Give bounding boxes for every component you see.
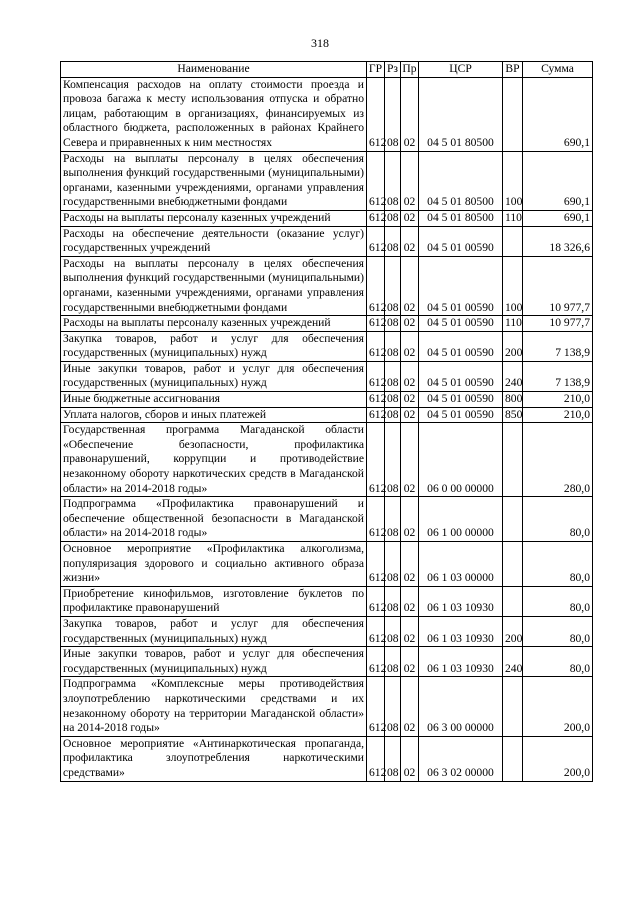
cell-rz: 08 <box>385 77 401 151</box>
cell-csr: 04 5 01 00590 <box>419 392 503 408</box>
cell-rz: 08 <box>385 210 401 226</box>
table-row <box>61 316 593 332</box>
cell-pr: 02 <box>401 392 419 408</box>
cell-pr: 02 <box>401 256 419 315</box>
table-body <box>61 77 593 781</box>
table-row <box>61 542 593 587</box>
cell-pr: 02 <box>401 647 419 677</box>
cell-rz: 08 <box>385 736 401 781</box>
cell-csr: 06 1 03 10930 <box>419 586 503 616</box>
cell-csr: 04 5 01 80500 <box>419 210 503 226</box>
cell-pr: 02 <box>401 407 419 423</box>
cell-csr: 04 5 01 00590 <box>419 407 503 423</box>
cell-rz: 08 <box>385 677 401 736</box>
cell-vr <box>503 226 523 256</box>
cell-pr: 02 <box>401 226 419 256</box>
cell-rz: 08 <box>385 361 401 391</box>
column-header-csr: ЦСР <box>419 62 503 78</box>
cell-vr: 800 <box>503 392 523 408</box>
cell-name: Закупка товаров, работ и услуг для обеспечения государственных (муниципальных) нужд <box>61 616 367 646</box>
table-row <box>61 586 593 616</box>
cell-vr: 200 <box>503 331 523 361</box>
cell-sum: 80,0 <box>523 647 593 677</box>
cell-sum: 80,0 <box>523 586 593 616</box>
cell-vr: 200 <box>503 616 523 646</box>
cell-sum: 80,0 <box>523 497 593 542</box>
cell-rz: 08 <box>385 647 401 677</box>
cell-gr: 612 <box>367 647 385 677</box>
cell-pr: 02 <box>401 361 419 391</box>
cell-sum: 80,0 <box>523 542 593 587</box>
table-row <box>61 677 593 736</box>
cell-pr: 02 <box>401 586 419 616</box>
cell-vr <box>503 677 523 736</box>
table-row <box>61 77 593 151</box>
cell-pr: 02 <box>401 542 419 587</box>
table-row <box>61 151 593 210</box>
cell-gr: 612 <box>367 407 385 423</box>
cell-vr: 110 <box>503 316 523 332</box>
column-header-pr: Пр <box>401 62 419 78</box>
cell-rz: 08 <box>385 151 401 210</box>
cell-vr <box>503 586 523 616</box>
cell-pr: 02 <box>401 677 419 736</box>
cell-csr: 06 1 03 10930 <box>419 616 503 646</box>
cell-pr: 02 <box>401 77 419 151</box>
cell-name: Иные бюджетные ассигнования <box>61 392 367 408</box>
cell-csr: 06 1 00 00000 <box>419 497 503 542</box>
cell-csr: 04 5 01 00590 <box>419 316 503 332</box>
table-row <box>61 210 593 226</box>
table-row <box>61 226 593 256</box>
cell-vr: 110 <box>503 210 523 226</box>
cell-rz: 08 <box>385 407 401 423</box>
table-row <box>61 392 593 408</box>
cell-name: Подпрограмма «Комплексные меры противодействия злоупотреблению наркотическими средствами и их незаконному обороту на территории Магаданской области» на 2014-2018 годы» <box>61 677 367 736</box>
cell-csr: 06 1 03 00000 <box>419 542 503 587</box>
cell-name: Основное мероприятие «Профилактика алкоголизма, популяризация здорового и социально активного образа жизни» <box>61 542 367 587</box>
cell-sum: 200,0 <box>523 677 593 736</box>
table-row <box>61 361 593 391</box>
cell-vr: 240 <box>503 647 523 677</box>
cell-pr: 02 <box>401 331 419 361</box>
cell-vr <box>503 423 523 497</box>
cell-name: Расходы на выплаты персоналу казенных учреждений <box>61 316 367 332</box>
cell-gr: 612 <box>367 316 385 332</box>
cell-sum: 7 138,9 <box>523 361 593 391</box>
budget-table <box>60 61 593 782</box>
cell-gr: 612 <box>367 586 385 616</box>
table-row <box>61 736 593 781</box>
cell-pr: 02 <box>401 423 419 497</box>
table-row <box>61 423 593 497</box>
cell-pr: 02 <box>401 151 419 210</box>
cell-pr: 02 <box>401 210 419 226</box>
column-header-name: Наименование <box>61 62 367 78</box>
cell-gr: 612 <box>367 423 385 497</box>
cell-rz: 08 <box>385 392 401 408</box>
cell-rz: 08 <box>385 331 401 361</box>
cell-name: Государственная программа Магаданской области «Обеспечение безопасности, профилактика правонарушений, коррупции и противодействие незаконному обороту наркотических средств в Магаданской области» на 2014-2018 годы» <box>61 423 367 497</box>
cell-gr: 612 <box>367 151 385 210</box>
table-row <box>61 407 593 423</box>
cell-name: Расходы на обеспечение деятельности (оказание услуг) государственных учреждений <box>61 226 367 256</box>
cell-sum: 690,1 <box>523 77 593 151</box>
cell-sum: 80,0 <box>523 616 593 646</box>
cell-name: Расходы на выплаты персоналу казенных учреждений <box>61 210 367 226</box>
cell-vr: 100 <box>503 256 523 315</box>
cell-sum: 690,1 <box>523 151 593 210</box>
cell-vr <box>503 77 523 151</box>
table-header-row <box>61 62 593 78</box>
cell-name: Основное мероприятие «Антинаркотическая пропаганда, профилактика злоупотребления наркотическими средствами» <box>61 736 367 781</box>
cell-sum: 10 977,7 <box>523 316 593 332</box>
cell-csr: 06 3 00 00000 <box>419 677 503 736</box>
cell-pr: 02 <box>401 497 419 542</box>
cell-rz: 08 <box>385 226 401 256</box>
cell-rz: 08 <box>385 316 401 332</box>
cell-name: Иные закупки товаров, работ и услуг для обеспечения государственных (муниципальных) нужд <box>61 647 367 677</box>
cell-csr: 04 5 01 80500 <box>419 151 503 210</box>
cell-name: Иные закупки товаров, работ и услуг для обеспечения государственных (муниципальных) нужд <box>61 361 367 391</box>
cell-pr: 02 <box>401 616 419 646</box>
cell-csr: 04 5 01 80500 <box>419 77 503 151</box>
column-header-sum: Сумма <box>523 62 593 78</box>
table-row <box>61 647 593 677</box>
cell-name: Расходы на выплаты персоналу в целях обеспечения выполнения функций государственными (муниципальными) органами, казенными учреждениями, органами управления государственными внебюджетными фондами <box>61 151 367 210</box>
cell-sum: 690,1 <box>523 210 593 226</box>
cell-name: Компенсация расходов на оплату стоимости проезда и провоза багажа к месту использования отпуска и обратно лицам, работающим в организациях, финансируемых из областного бюджета, расположенных в районах Крайнего Севера и приравненных к ним местностях <box>61 77 367 151</box>
cell-vr: 240 <box>503 361 523 391</box>
cell-sum: 210,0 <box>523 407 593 423</box>
cell-rz: 08 <box>385 423 401 497</box>
cell-name: Расходы на выплаты персоналу в целях обеспечения выполнения функций государственными (муниципальными) органами, казенными учреждениями, органами управления государственными внебюджетными фондами <box>61 256 367 315</box>
cell-csr: 04 5 01 00590 <box>419 226 503 256</box>
cell-sum: 7 138,9 <box>523 331 593 361</box>
cell-gr: 612 <box>367 77 385 151</box>
column-header-vr: ВР <box>503 62 523 78</box>
cell-csr: 04 5 01 00590 <box>419 361 503 391</box>
cell-gr: 612 <box>367 361 385 391</box>
cell-vr: 850 <box>503 407 523 423</box>
cell-name: Подпрограмма «Профилактика правонарушений и обеспечение общественной безопасности в Магаданской области» на 2014-2018 годы» <box>61 497 367 542</box>
cell-rz: 08 <box>385 497 401 542</box>
cell-csr: 04 5 01 00590 <box>419 331 503 361</box>
cell-gr: 612 <box>367 497 385 542</box>
cell-sum: 210,0 <box>523 392 593 408</box>
cell-gr: 612 <box>367 331 385 361</box>
column-header-gr: ГР <box>367 62 385 78</box>
cell-gr: 612 <box>367 256 385 315</box>
cell-pr: 02 <box>401 316 419 332</box>
cell-rz: 08 <box>385 586 401 616</box>
cell-sum: 18 326,6 <box>523 226 593 256</box>
cell-gr: 612 <box>367 616 385 646</box>
cell-gr: 612 <box>367 736 385 781</box>
cell-sum: 10 977,7 <box>523 256 593 315</box>
cell-name: Уплата налогов, сборов и иных платежей <box>61 407 367 423</box>
cell-csr: 04 5 01 00590 <box>419 256 503 315</box>
cell-gr: 612 <box>367 542 385 587</box>
cell-sum: 200,0 <box>523 736 593 781</box>
cell-gr: 612 <box>367 210 385 226</box>
cell-csr: 06 0 00 00000 <box>419 423 503 497</box>
table-row <box>61 616 593 646</box>
cell-rz: 08 <box>385 256 401 315</box>
cell-vr <box>503 497 523 542</box>
cell-gr: 612 <box>367 677 385 736</box>
cell-gr: 612 <box>367 392 385 408</box>
table-row <box>61 331 593 361</box>
table-row <box>61 497 593 542</box>
table-row <box>61 256 593 315</box>
cell-name: Закупка товаров, работ и услуг для обеспечения государственных (муниципальных) нужд <box>61 331 367 361</box>
cell-vr <box>503 736 523 781</box>
cell-vr: 100 <box>503 151 523 210</box>
cell-vr <box>503 542 523 587</box>
cell-csr: 06 1 03 10930 <box>419 647 503 677</box>
page-number: 318 <box>311 36 329 50</box>
cell-name: Приобретение кинофильмов, изготовление буклетов по профилактике правонарушений <box>61 586 367 616</box>
column-header-rz: Рз <box>385 62 401 78</box>
cell-gr: 612 <box>367 226 385 256</box>
cell-pr: 02 <box>401 736 419 781</box>
cell-rz: 08 <box>385 616 401 646</box>
cell-rz: 08 <box>385 542 401 587</box>
cell-csr: 06 3 02 00000 <box>419 736 503 781</box>
cell-sum: 280,0 <box>523 423 593 497</box>
